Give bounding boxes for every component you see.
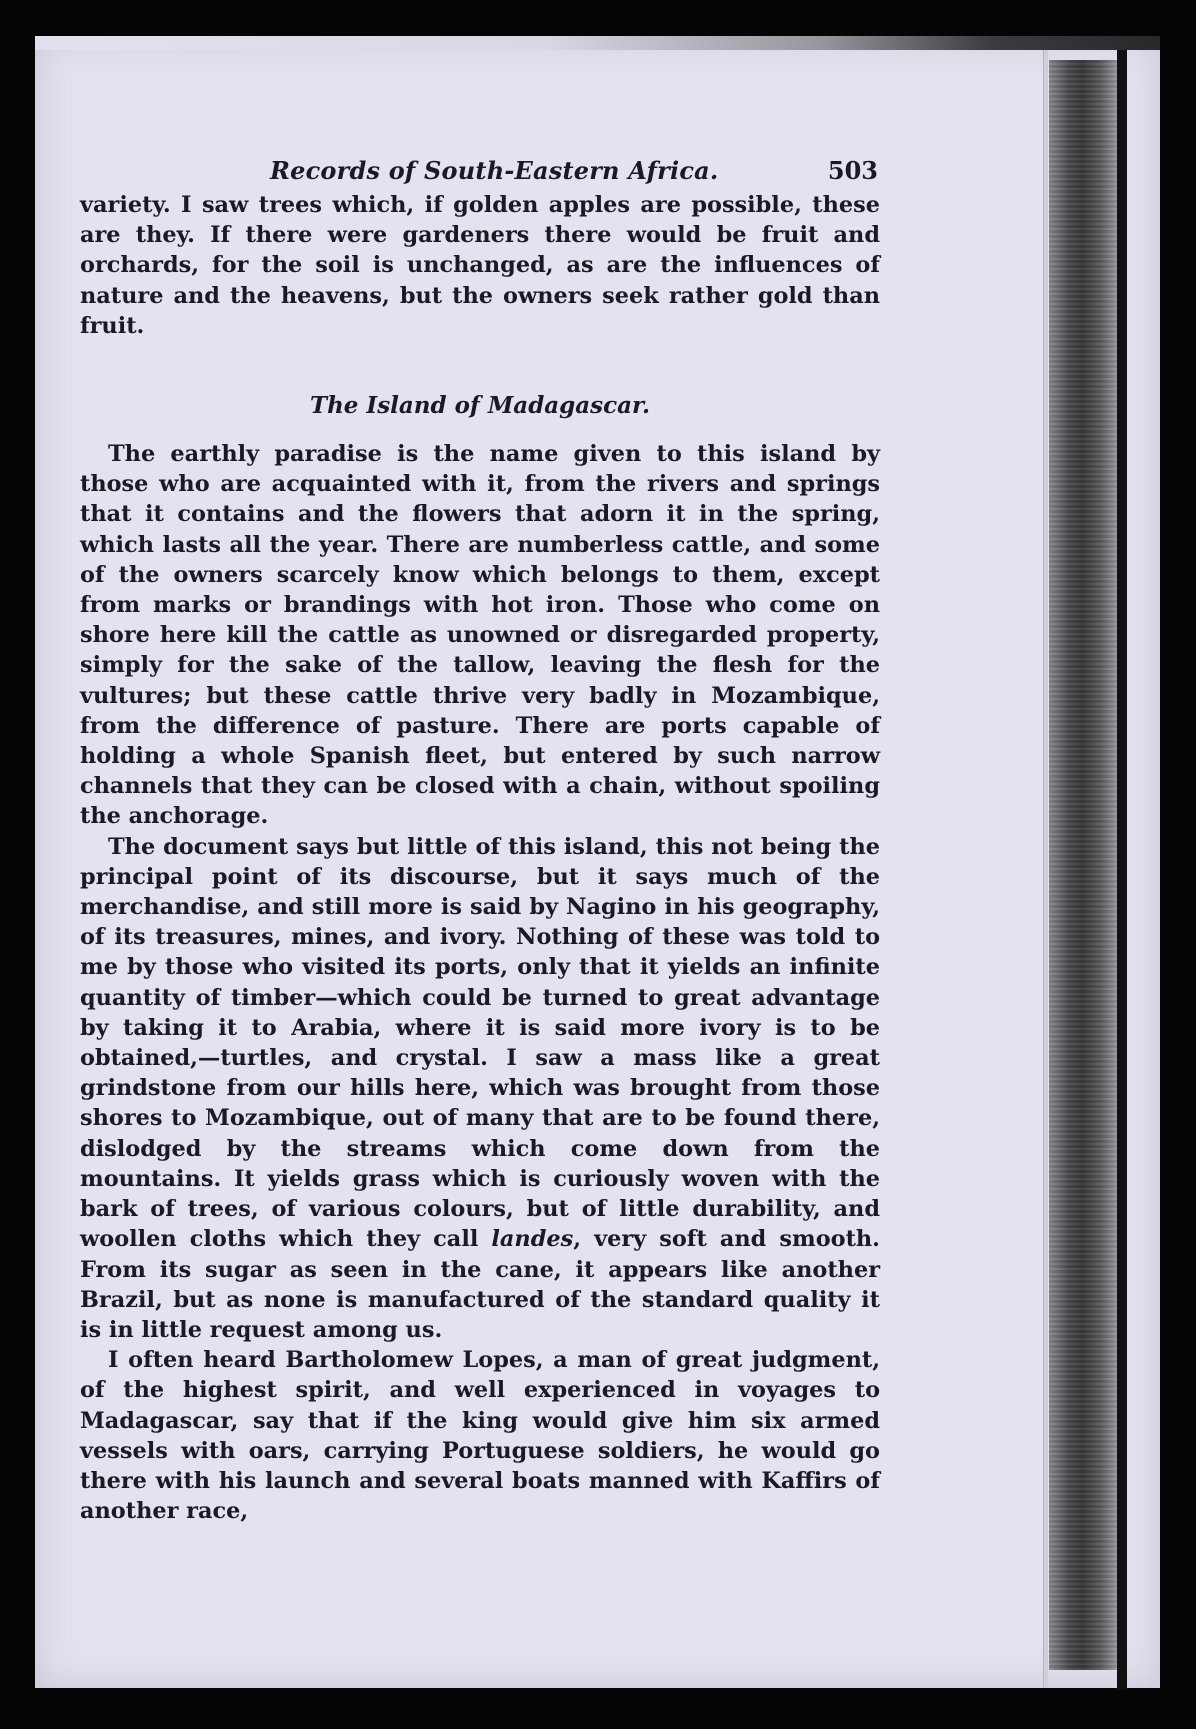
page-number: 503 [827, 156, 878, 185]
paragraph-1: The earthly paradise is the name given to this island by those who are acquainted with it, from the rivers and springs that it contains and the flowers that adorn it in the spring, which lasts all the year. There are numberless cattle, and some of the owners scarcely know which belongs to them, except from marks or brandings with hot iron. Those who come on shore here kill the cattle as unowned or disregarded property, simply for the sake of the tallow, leaving the flesh for the vultures; but these cattle thrive very badly in Mozambique, from the difference of pasture. There are ports capable of holding a whole Spanish fleet, but entered by such narrow channels that they can be closed with a chain, without spoiling the anchorage. [80, 441, 880, 830]
book-gutter-edge [1117, 50, 1127, 1690]
paragraph-2-text-b: , very soft and smooth. From its sugar as seen in the cane, it appears like another Brazil, but as none is manufactured of the standard quality it is in little request among us. [80, 1226, 880, 1343]
book-gutter-shadow [1049, 60, 1117, 1670]
page-binding-line [1043, 50, 1048, 1688]
paragraph-3: I often heard Bartholomew Lopes, a man of great judgment, of the highest spirit, and well experienced in voyages to Madagascar, say that if the king would give him six armed vessels with oars, carrying Portuguese soldiers, he would go there with his launch and several boats manned with Kaffirs of another race, [80, 1347, 880, 1525]
paragraph-2-italic-term: landes [491, 1226, 574, 1253]
section-heading: The Island of Madagascar. [309, 392, 651, 420]
paragraph-2 [80, 832, 880, 1345]
page-top-edge [35, 36, 1160, 50]
page-text-block [80, 150, 880, 1526]
running-head [80, 150, 880, 190]
running-title: Records of South-Eastern Africa. [270, 156, 719, 185]
opening-paragraph: variety. I saw trees which, if golden apples are possible, these are they. If there were gardeners there would be fruit and orchards, for the soil is unchanged, as are the influences of nature and the heavens, but the owners seek rather gold than fruit. [80, 192, 880, 339]
paragraph-2-text-a: The document says but little of this island, this not being the principal point of its discourse, but it says much of the merchandise, and still more is said by Nagino in his geography, of its treasures, mines, and ivory. Nothing of these was told to me by those who visited its ports, only that it yields an infinite quantity of timber—which could be turned to great advantage by taking it to Arabia, where it is said more ivory is to be obtained,—turtles, and crystal. I saw a mass like a great grindstone from our hills here, which was brought from those shores to Mozambique, out of many that are to be found there, dislodged by the streams which come down from the mountains. It yields grass which is curiously woven with the bark of trees, of various colours, but of little durability, and woollen cloths which they call [80, 833, 880, 1253]
